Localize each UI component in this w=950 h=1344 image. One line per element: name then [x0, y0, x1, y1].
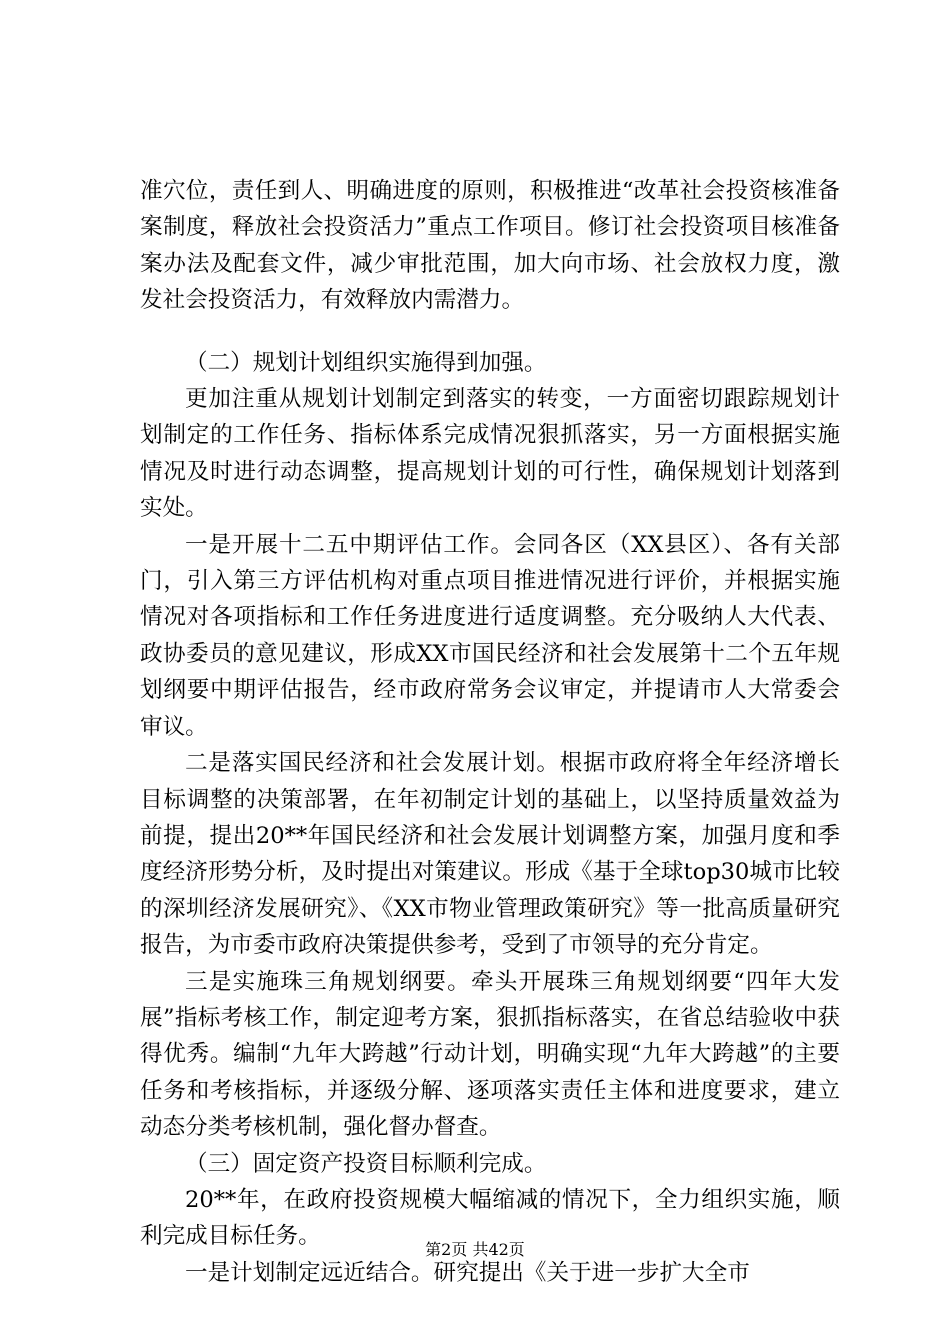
heading-planning-implementation: （二）规划计划组织实施得到加强。 [185, 349, 547, 376]
paragraph-pearl-river-delta: 三是实施珠三角规划纲要。牵头开展珠三角规划纲要“四年大发展”指标考核工作，制定迎考方案，狠抓指标落实，在省总结验收中获得优秀。编制“九年大跨越”行动计划，明确实现“九年大跨越”的主要任务和考核指标，并逐级分解、逐项落实责任主体和进度要求，建立动态分类考核机制，强化督办督查。 [140, 968, 840, 1141]
paragraph-plan-formulation: 一是计划制定远近结合。研究提出《关于进一步扩大全市 [185, 1259, 750, 1286]
heading-fixed-asset-investment: （三）固定资产投资目标顺利完成。 [185, 1150, 547, 1177]
paragraph-planning-transition: 更加注重从规划计划制定到落实的转变，一方面密切跟踪规划计划制定的工作任务、指标体系完成情况狠抓落实，另一方面根据实施情况及时进行动态调整，提高规划计划的可行性，确保规划计划落到实处。 [140, 386, 840, 522]
page-footer: 第2页 共42页 [425, 1240, 525, 1259]
paragraph-investment-reform: 准穴位，责任到人、明确进度的原则，积极推进“改革社会投资核准备案制度，释放社会投资活力”重点工作项目。修订社会投资项目核准备案办法及配套文件，减少审批范围，加大向市场、社会放权力度，激发社会投资活力，有效释放内需潜力。 [140, 178, 840, 314]
document-body [140, 173, 840, 1291]
paragraph-economic-plan: 二是落实国民经济和社会发展计划。根据市政府将全年经济增长目标调整的决策部署，在年初制定计划的基础上，以坚持质量效益为前提，提出20**年国民经济和社会发展计划调整方案，加强月度和季度经济形势分析，及时提出对策建议。形成《基于全球top30城市比较的深圳经济发展研究》、《XX市物业管理政策研究》等一批高质量研究报告，为市委市政府决策提供参考，受到了市领导的充分肯定。 [140, 750, 840, 959]
paragraph-investment-target: 20**年，在政府投资规模大幅缩减的情况下，全力组织实施，顺利完成目标任务。 [140, 1186, 840, 1250]
paragraph-mid-term-evaluation: 一是开展十二五中期评估工作。会同各区（XX县区）、各有关部门，引入第三方评估机构对重点项目推进情况进行评价，并根据实施情况对各项指标和工作任务进度进行适度调整。充分吸纳人大代表、政协委员的意见建议，形成XX市国民经济和社会发展第十二个五年规划纲要中期评估报告，经市政府常务会议审定，并提请市人大常委会审议。 [140, 531, 840, 740]
